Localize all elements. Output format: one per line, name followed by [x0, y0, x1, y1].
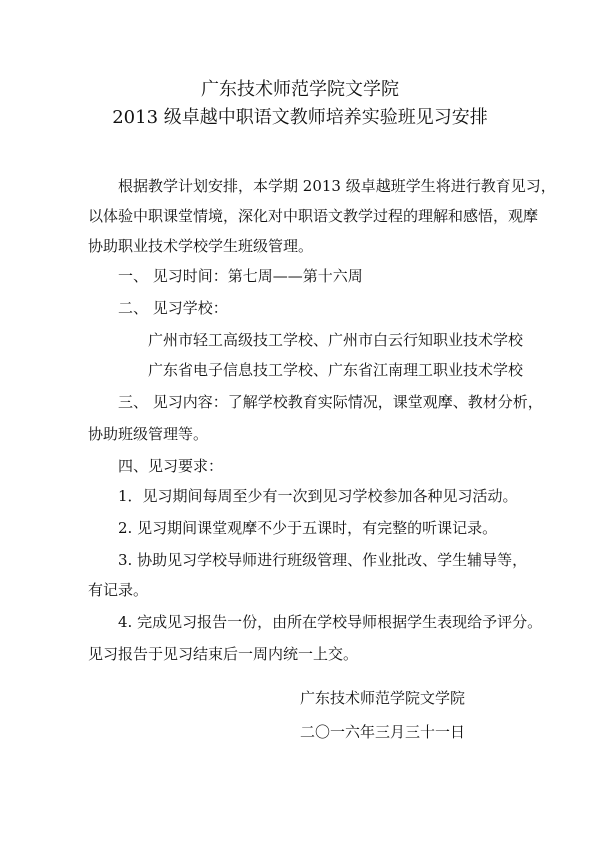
requirement-1: 1．见习期间每周至少有一次到见习学校参加各种见习活动。: [118, 487, 518, 505]
school-list-line-2: 广东省电子信息技工学校、广东省江南理工职业技术学校: [148, 361, 524, 379]
requirement-2: 2. 见习期间课堂观摩不少于五课时，有完整的听课记录。: [118, 519, 498, 537]
signature-date: 二〇一六年三月三十一日: [300, 723, 466, 741]
requirement-3-line-1: 3. 协助见习学校导师进行班级管理、作业批改、学生辅导等，: [118, 551, 528, 569]
requirement-4-line-2: 见习报告于见习结束后一周内统一上交。: [88, 645, 359, 663]
section-content-line-2: 协助班级管理等。: [88, 425, 209, 443]
requirement-3-line-2: 有记录。: [88, 581, 149, 599]
section-content-line-1: 三、 见习内容：了解学校教育实际情况，课堂观摩、教材分析，: [118, 393, 543, 411]
requirement-4-line-1: 4. 完成见习报告一份，由所在学校导师根据学生表现给予评分。: [118, 613, 543, 631]
section-requirements-heading: 四、见习要求：: [118, 457, 224, 475]
intro-line-2: 以体验中职课堂情境，深化对中职语文教学过程的理解和感悟，观摩: [88, 207, 539, 225]
school-list-line-1: 广州市轻工高级技工学校、广州市白云行知职业技术学校: [148, 331, 524, 349]
section-time: 一、 见习时间：第七周——第十六周: [118, 267, 363, 285]
section-schools-heading: 二、 见习学校：: [118, 299, 228, 317]
document-title-institution: 广东技术师范学院文学院: [201, 79, 399, 100]
document-title-program: 2013 级卓越中职语文教师培养实验班见习安排: [112, 107, 488, 128]
intro-line-3: 协助职业技术学校学生班级管理。: [88, 237, 314, 255]
signature-institution: 广东技术师范学院文学院: [300, 689, 466, 707]
intro-line-1: 根据教学计划安排，本学期 2013 级卓越班学生将进行教育见习，: [118, 177, 556, 195]
